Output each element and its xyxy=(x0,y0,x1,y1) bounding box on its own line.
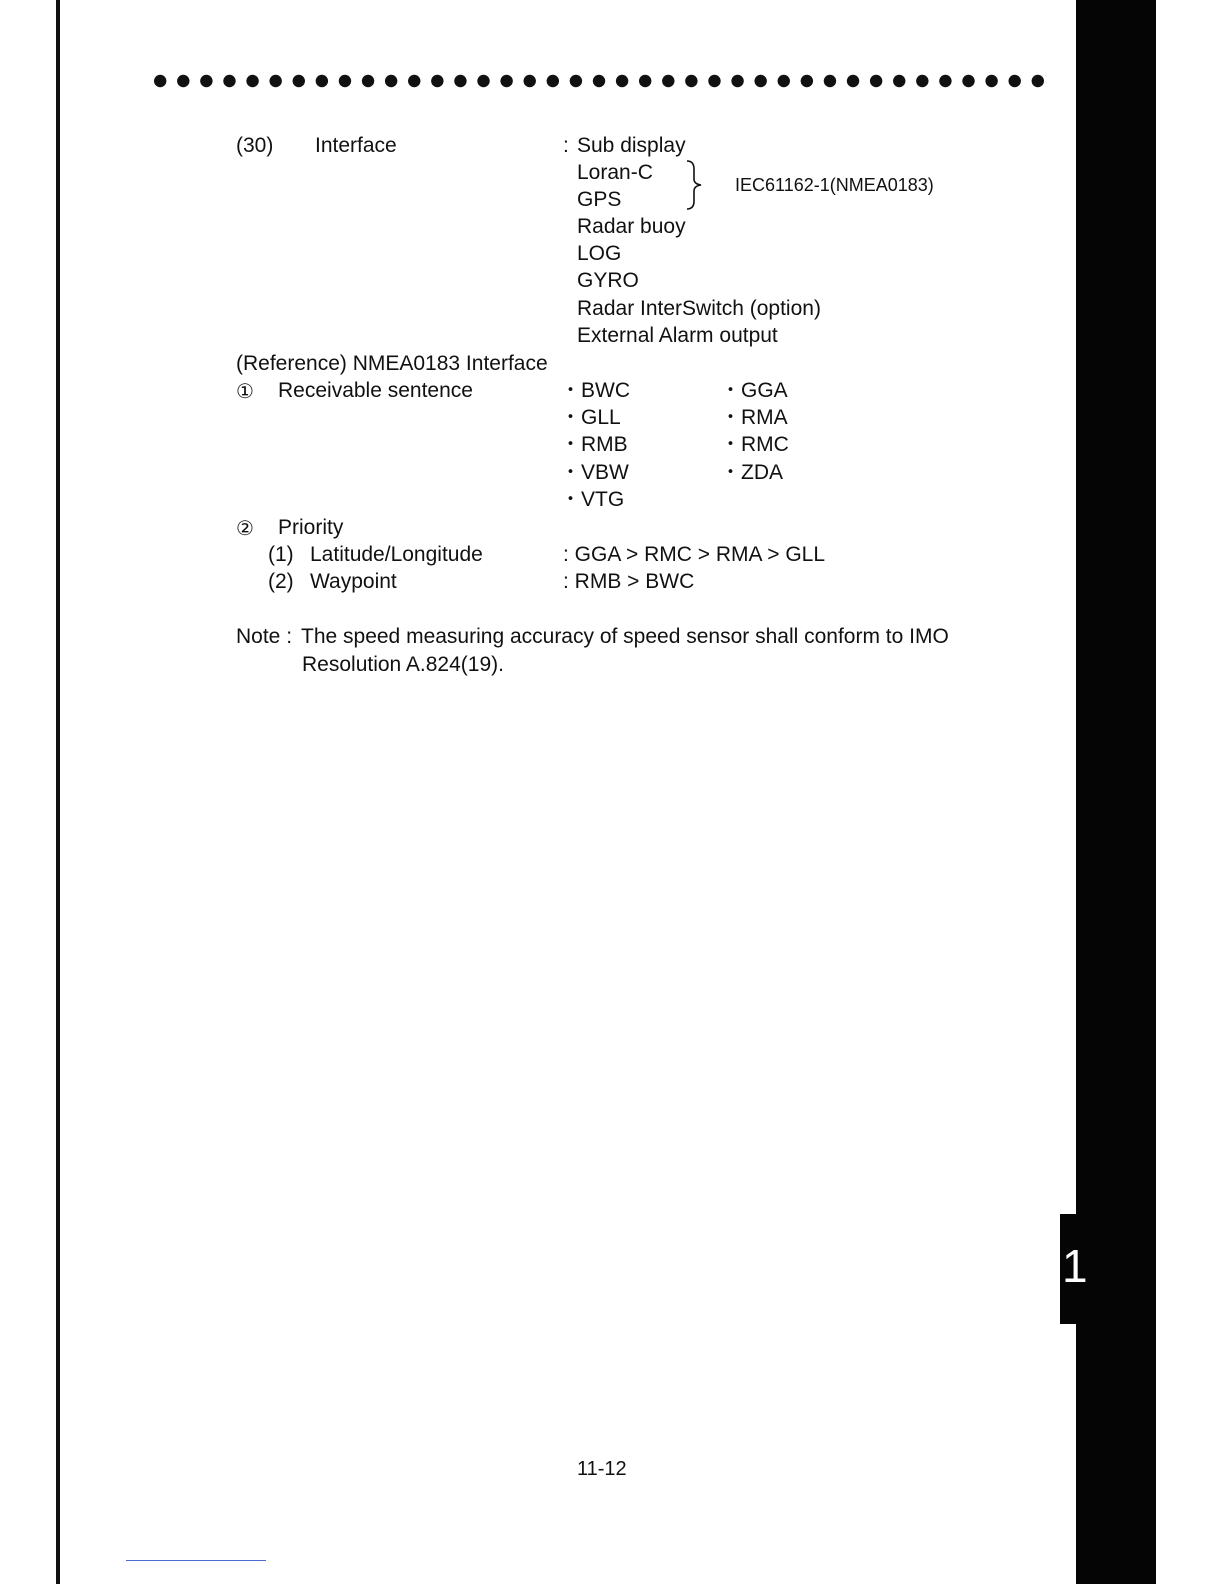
header-dot xyxy=(246,75,258,87)
header-dot xyxy=(939,75,951,87)
header-dot xyxy=(801,75,813,87)
header-dot xyxy=(685,75,697,87)
interface-item: External Alarm output xyxy=(577,324,778,347)
priority-item-number: (1) xyxy=(268,543,294,566)
header-dot xyxy=(454,75,466,87)
header-dot xyxy=(500,75,512,87)
sentence-item: ・ZDA xyxy=(720,461,783,484)
header-dot xyxy=(547,75,559,87)
priority-item-label: Waypoint xyxy=(310,570,397,593)
header-dot xyxy=(362,75,374,87)
interface-item: Radar buoy xyxy=(577,215,686,238)
interface-item: LOG xyxy=(577,242,622,265)
note-label: Note : xyxy=(236,625,293,648)
header-dot xyxy=(385,75,397,87)
sentence-item: ・GLL xyxy=(560,406,621,429)
circled-one-marker: ① xyxy=(236,379,254,403)
interface-item: GPS xyxy=(577,188,622,211)
header-dot xyxy=(893,75,905,87)
sentence-item: ・RMC xyxy=(720,433,789,456)
header-dot xyxy=(223,75,235,87)
header-dot xyxy=(154,75,166,87)
header-dot-rule xyxy=(154,71,1044,91)
interface-item: Radar InterSwitch (option) xyxy=(577,297,821,320)
reference-heading: (Reference) NMEA0183 Interface xyxy=(236,352,548,375)
header-dot xyxy=(847,75,859,87)
right-brace xyxy=(684,157,708,213)
sentence-item: ・RMB xyxy=(560,433,628,456)
header-dot xyxy=(593,75,605,87)
header-dot xyxy=(269,75,281,87)
header-dot xyxy=(985,75,997,87)
note-text-line1: The speed measuring accuracy of speed sensor shall conform to IMO xyxy=(301,625,949,648)
left-margin-rule xyxy=(56,0,60,1584)
interface-item: GYRO xyxy=(577,269,639,292)
note-text-line2: Resolution A.824(19). xyxy=(302,653,504,676)
right-edge-margin xyxy=(1156,0,1224,1584)
standard-label: IEC61162-1(NMEA0183) xyxy=(735,175,934,195)
header-dot xyxy=(293,75,305,87)
priority-item-value: : GGA > RMC > RMA > GLL xyxy=(563,543,826,566)
header-dot xyxy=(870,75,882,87)
section-colon: : xyxy=(563,134,569,157)
header-dot xyxy=(778,75,790,87)
header-dot xyxy=(339,75,351,87)
section-title: Interface xyxy=(315,134,397,157)
sentence-item: ・RMA xyxy=(720,406,788,429)
header-dot xyxy=(316,75,328,87)
page-number: 11-12 xyxy=(577,1458,627,1480)
header-dot xyxy=(962,75,974,87)
header-dot xyxy=(662,75,674,87)
header-dot xyxy=(708,75,720,87)
header-dot xyxy=(616,75,628,87)
header-dot xyxy=(524,75,536,87)
sentence-item: ・GGA xyxy=(720,379,788,402)
header-dot xyxy=(639,75,651,87)
header-dot xyxy=(754,75,766,87)
bottom-rule xyxy=(126,1560,266,1561)
chapter-tab-number: 1 xyxy=(1062,1240,1088,1292)
sentence-item: ・VTG xyxy=(560,488,625,511)
priority-item-value: : RMB > BWC xyxy=(563,570,695,593)
interface-item: Loran-C xyxy=(577,161,653,184)
header-dot xyxy=(408,75,420,87)
header-dot xyxy=(570,75,582,87)
priority-item-label: Latitude/Longitude xyxy=(310,543,483,566)
priority-item-number: (2) xyxy=(268,570,294,593)
sentence-item: ・VBW xyxy=(560,461,629,484)
header-dot xyxy=(431,75,443,87)
header-dot xyxy=(1009,75,1021,87)
header-dot xyxy=(200,75,212,87)
header-dot xyxy=(177,75,189,87)
section-number: (30) xyxy=(236,134,274,157)
sentence-item: ・BWC xyxy=(560,379,630,402)
receivable-label: Receivable sentence xyxy=(278,379,473,402)
header-dot xyxy=(916,75,928,87)
header-dot xyxy=(731,75,743,87)
circled-two-marker: ② xyxy=(236,516,254,540)
header-dot xyxy=(824,75,836,87)
header-dot xyxy=(477,75,489,87)
right-edge-band xyxy=(1076,0,1156,1584)
interface-item: Sub display xyxy=(577,134,686,157)
header-dot xyxy=(1032,75,1044,87)
priority-label: Priority xyxy=(278,516,344,539)
